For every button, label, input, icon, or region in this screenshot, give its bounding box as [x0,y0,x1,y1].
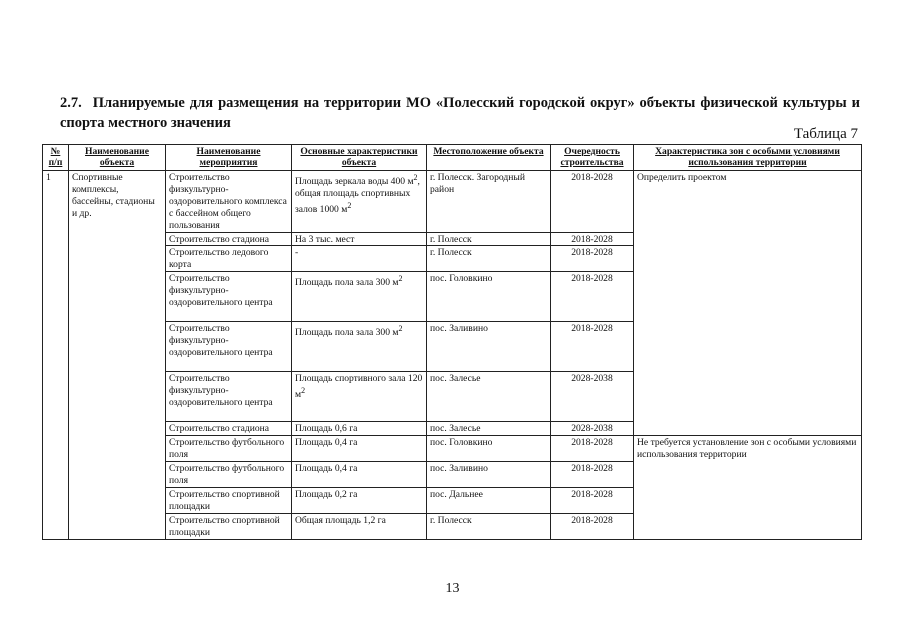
measure-cell: Строительство стадиона [166,422,292,436]
table-row [43,171,862,233]
measure-cell: Строительство футбольного поля [166,462,292,488]
column-header: Наименование мероприятия [166,145,292,171]
measure-cell: Строительство физкультурно-оздоровительного комплекса с бассейном общего пользования [166,171,292,233]
column-header: Местоположение объекта [427,145,551,171]
measure-cell: Строительство физкультурно-оздоровительного центра [166,372,292,422]
column-header: Основные характеристики объекта [292,145,427,171]
period-cell: 2018-2028 [551,462,634,488]
period-cell: 2018-2028 [551,246,634,272]
period-cell: 2018-2028 [551,488,634,514]
location-cell: пос. Дальнее [427,488,551,514]
period-cell: 2018-2028 [551,436,634,462]
characteristics-cell: Площадь пола зала 300 $м^2$ [292,272,427,322]
measure-cell: Строительство физкультурно-оздоровительного центра [166,322,292,372]
characteristics-cell: Площадь спортивного зала 120 $м^2$ [292,372,427,422]
zone-note-cell: Не требуется установление зон с особыми условиями использования территории [634,436,862,540]
location-cell: пос. Заливино [427,322,551,372]
table-caption: Таблица 7 [793,126,858,142]
measure-cell: Строительство ледового корта [166,246,292,272]
characteristics-cell: Площадь 0,4 га [292,462,427,488]
period-cell: 2028-2038 [551,372,634,422]
table-header-row [43,145,862,171]
location-cell: пос. Залесье [427,372,551,422]
measure-cell: Строительство физкультурно-оздоровительного центра [166,272,292,322]
period-cell: 2018-2028 [551,171,634,233]
characteristics-cell: Общая площадь 1,2 га [292,514,427,540]
period-cell: 2018-2028 [551,514,634,540]
characteristics-cell: Площадь пола зала 300 $м^2$ [292,322,427,372]
measure-cell: Строительство спортивной площадки [166,488,292,514]
location-cell: г. Полесск. Загородный район [427,171,551,233]
characteristics-cell: Площадь 0,2 га [292,488,427,514]
location-cell: г. Полесск [427,246,551,272]
measure-cell: Строительство спортивной площадки [166,514,292,540]
column-header: Очередность строительства [551,145,634,171]
row-number-cell: 1 [43,171,69,540]
period-cell: 2018-2028 [551,272,634,322]
characteristics-cell: На 3 тыс. мест [292,232,427,246]
facilities-table [42,144,862,540]
column-header: № п/п [43,145,69,171]
section-heading [60,93,860,133]
page-number: 13 [445,581,460,596]
location-cell: пос. Головкино [427,436,551,462]
characteristics-cell: Площадь 0,6 га [292,422,427,436]
column-header: Наименование объекта [69,145,166,171]
location-cell: пос. Головкино [427,272,551,322]
measure-cell: Строительство футбольного поля [166,436,292,462]
characteristics-cell: - [292,246,427,272]
period-cell: 2018-2028 [551,232,634,246]
table-row [43,436,862,462]
location-cell: г. Полесск [427,514,551,540]
zone-note-cell: Определить проектом [634,171,862,436]
period-cell: 2018-2028 [551,322,634,372]
object-name-cell: Спортивные комплексы, бассейны, стадионы и др. [69,171,166,540]
column-header: Характеристика зон с особыми условиями использования территории [634,145,862,171]
measure-cell: Строительство стадиона [166,232,292,246]
location-cell: пос. Залесье [427,422,551,436]
section-number: 2.7. [60,95,82,111]
characteristics-cell: Площадь 0,4 га [292,436,427,462]
location-cell: пос. Заливино [427,462,551,488]
location-cell: г. Полесск [427,232,551,246]
period-cell: 2028-2038 [551,422,634,436]
section-title: Планируемые для размещения на территории МО «Полесский городской округ» объекты физической культуры и спорта местного значения [60,95,861,131]
characteristics-cell: Площадь зеркала воды 400 $м^2$, общая площадь спортивных залов 1000 $м^2$ [292,171,427,233]
